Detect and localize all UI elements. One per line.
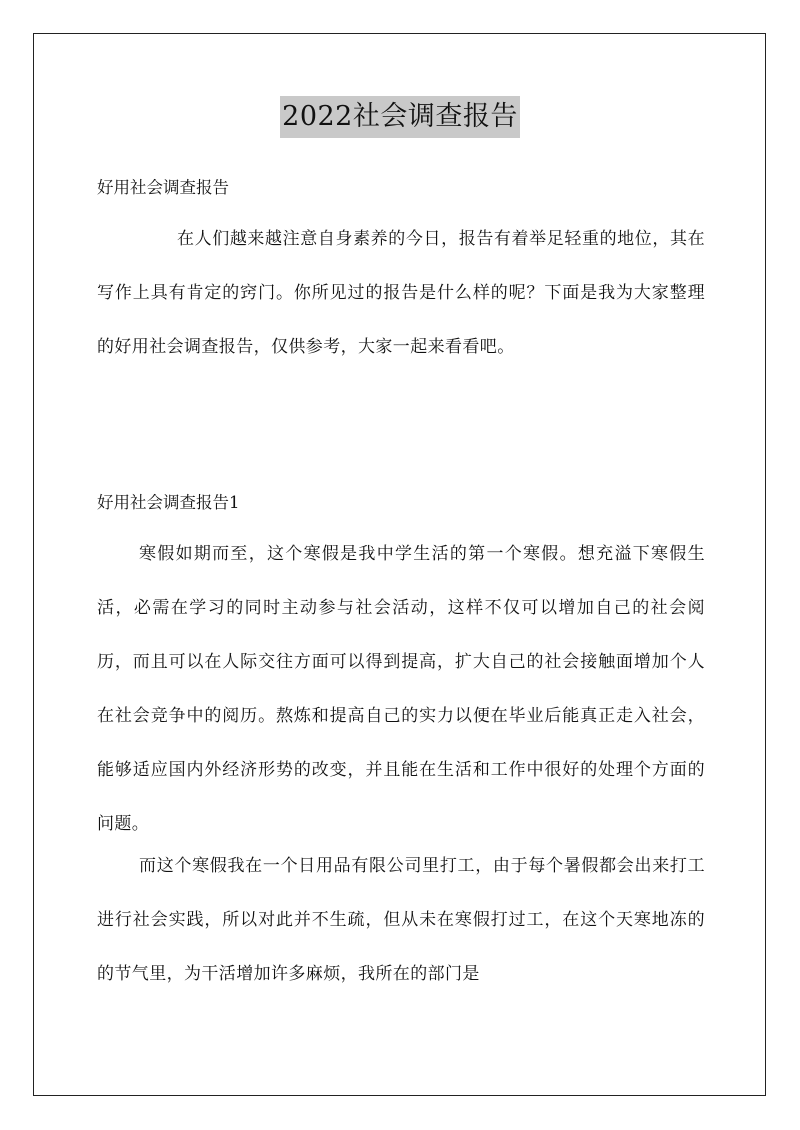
- intro-paragraph: 在人们越来越注意自身素养的今日，报告有着举足轻重的地位，其在写作上具有肯定的窍门。你所见过的报告是什么样的呢？下面是我为大家整理的好用社会调查报告，仅供参考，大家一起来看看吧。: [97, 229, 705, 357]
- section-heading: 好用社会调查报告1: [97, 493, 240, 512]
- body-paragraph-1: 寒假如期而至，这个寒假是我中学生活的第一个寒假。想充溢下寒假生活，必需在学习的同时主动参与社会活动，这样不仅可以增加自己的社会阅历，而且可以在人际交往方面可以得到提高，扩大自己的社会接触面增加个人在社会竞争中的阅历。熬炼和提高自己的实力以便在毕业后能真正走入社会，能够适应国内外经济形势的改变，并且能在生活和工作中很好的处理个方面的问题。: [97, 544, 705, 834]
- document-subtitle: 好用社会调查报告: [97, 178, 229, 197]
- title-container: [0, 96, 800, 138]
- document-title: 2022社会调查报告: [280, 96, 520, 138]
- body-paragraph-2: 而这个寒假我在一个日用品有限公司里打工，由于每个暑假都会出来打工进行社会实践，所以对此并不生疏，但从未在寒假打过工，在这个天寒地冻的的节气里，为干活增加许多麻烦，我所在的部门是: [97, 856, 705, 984]
